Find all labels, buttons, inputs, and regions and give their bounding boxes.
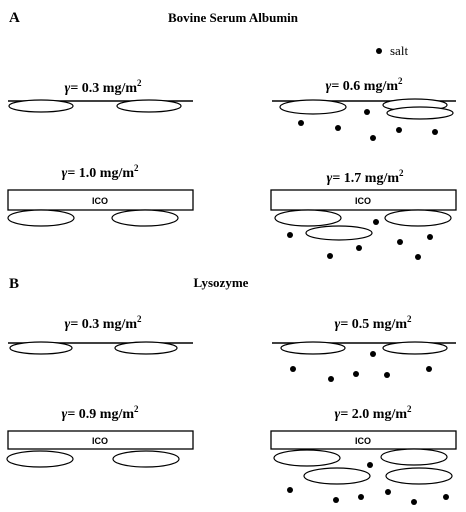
salt-legend-label: salt [390, 43, 409, 58]
condition-label-b4 [334, 404, 412, 422]
salt-ion [298, 120, 304, 126]
salt-ion [385, 489, 391, 495]
salt-ion [426, 366, 432, 372]
salt-ion [290, 366, 296, 372]
protein-molecule [7, 451, 73, 467]
protein-molecule [9, 100, 73, 112]
gamma-symbol: γ [64, 81, 71, 96]
condition-value: = 0.6 mg/m [331, 79, 399, 94]
salt-ion [427, 234, 433, 240]
salt-ion [370, 135, 376, 141]
condition-label-b3 [61, 404, 139, 422]
salt-ion [287, 487, 293, 493]
gamma-symbol: γ [334, 407, 341, 422]
salt-legend-dot [376, 48, 382, 54]
panel-b-label: B [9, 276, 20, 292]
salt-ion [327, 253, 333, 259]
salt-ion [367, 462, 373, 468]
salt-ion [384, 372, 390, 378]
condition-value: = 1.7 mg/m [332, 171, 400, 186]
salt-ion [358, 494, 364, 500]
condition-value: = 0.3 mg/m [70, 317, 138, 332]
salt-ion [356, 245, 362, 251]
unit-exponent: 2 [137, 78, 142, 88]
unit-exponent: 2 [134, 163, 139, 173]
condition-label-a1 [64, 78, 142, 96]
ico-label: ICO [354, 196, 372, 206]
salt-ion [415, 254, 421, 260]
protein-molecule [274, 450, 340, 466]
gamma-symbol: γ [326, 171, 333, 186]
protein-molecule [386, 468, 452, 484]
condition-label-a2 [325, 76, 403, 94]
salt-ion [333, 497, 339, 503]
salt-ion [443, 494, 449, 500]
protein-molecule [115, 342, 177, 354]
gamma-symbol: γ [61, 407, 68, 422]
gamma-symbol: γ [325, 79, 332, 94]
ico-label: ICO [91, 436, 109, 446]
salt-ion [396, 127, 402, 133]
protein-molecule [280, 100, 346, 114]
unit-exponent: 2 [398, 76, 403, 86]
protein-molecule [117, 100, 181, 112]
panel-a-label: A [9, 10, 20, 26]
condition-value: = 0.3 mg/m [70, 81, 138, 96]
protein-molecule [8, 210, 74, 226]
protein-molecule [281, 342, 345, 354]
protein-molecule [387, 107, 453, 119]
ico-label: ICO [354, 436, 372, 446]
condition-value: = 0.5 mg/m [340, 317, 408, 332]
condition-label-a3 [61, 163, 139, 181]
panel-a-title: Bovine Serum Albumin [167, 10, 299, 25]
salt-ion [432, 129, 438, 135]
salt-ion [397, 239, 403, 245]
salt-ion [411, 499, 417, 505]
panel-b-title: Lysozyme [193, 275, 249, 290]
protein-molecule [275, 210, 341, 226]
protein-molecule [304, 468, 370, 484]
unit-exponent: 2 [137, 314, 142, 324]
protein-molecule [112, 210, 178, 226]
salt-ion [335, 125, 341, 131]
condition-label-a4 [326, 168, 404, 186]
protein-molecule [113, 451, 179, 467]
condition-value: = 0.9 mg/m [67, 407, 135, 422]
gamma-symbol: γ [64, 317, 71, 332]
salt-ion [364, 109, 370, 115]
gamma-symbol: γ [61, 166, 68, 181]
salt-ion [328, 376, 334, 382]
ico-label: ICO [91, 196, 109, 206]
protein-molecule [10, 342, 72, 354]
unit-exponent: 2 [399, 168, 404, 178]
unit-exponent: 2 [407, 404, 412, 414]
protein-molecule [385, 210, 451, 226]
salt-ion [287, 232, 293, 238]
condition-label-b2 [334, 314, 412, 332]
condition-value: = 1.0 mg/m [67, 166, 135, 181]
protein-molecule [381, 449, 447, 465]
salt-ion [370, 351, 376, 357]
protein-molecule [306, 226, 372, 240]
unit-exponent: 2 [134, 404, 139, 414]
unit-exponent: 2 [407, 314, 412, 324]
protein-molecule [383, 342, 447, 354]
salt-ion [353, 371, 359, 377]
gamma-symbol: γ [334, 317, 341, 332]
condition-value: = 2.0 mg/m [340, 407, 408, 422]
salt-ion [373, 219, 379, 225]
condition-label-b1 [64, 314, 142, 332]
